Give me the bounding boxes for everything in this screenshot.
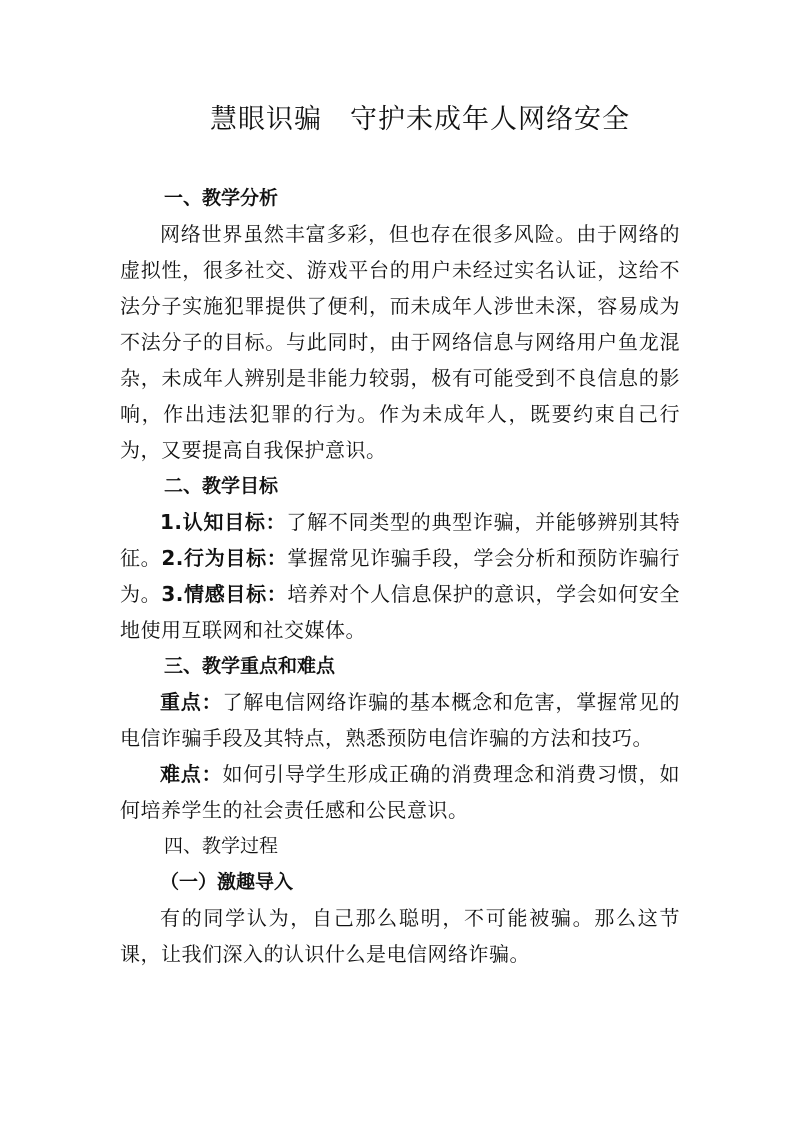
goal-2-text: 掌握常见诈骗手段，学会分析和预防诈骗行为。 — [120, 546, 681, 606]
key-point-paragraph — [120, 684, 680, 756]
analysis-paragraph: 网络世界虽然丰富多彩，但也存在很多风险。由于网络的虚拟性，很多社交、游戏平台的用户未经过实名认证，这给不法分子实施犯罪提供了便利，而未成年人涉世未深，容易成为不法分子的目标。与此同时，由于网络信息与网络用户鱼龙混杂，未成年人辨别是非能力较弱，极有可能受到不良信息的影响，作出违法犯罪的行为。作为未成年人，既要约束自己行为，又要提高自我保护意识。 — [120, 222, 680, 462]
section-heading-key-points: 三、教学重点和难点 — [164, 655, 336, 677]
section-heading-process: 四、教学过程 — [164, 835, 279, 857]
section-heading-analysis: 一、教学分析 — [164, 187, 279, 209]
goal-1-text: 了解不同类型的典型诈骗，并能够辨别其特征。 — [120, 510, 681, 570]
difficulty-label: 难点： — [160, 762, 223, 786]
goal-3-text: 培养对个人信息保护的意识，学会如何安全地使用互联网和社交媒体。 — [120, 582, 681, 642]
goals-paragraph — [120, 504, 680, 648]
title-part-1: 慧眼识骗 — [210, 104, 322, 135]
section-heading-goals: 二、教学目标 — [164, 475, 279, 497]
difficulty-text: 如何引导学生形成正确的消费理念和消费习惯，如何培养学生的社会责任感和公民意识。 — [120, 762, 680, 822]
goal-1-label: 1.认知目标： — [160, 510, 287, 534]
goal-3-label: 3.情感目标： — [161, 582, 288, 606]
document-body — [120, 180, 680, 972]
title-part-2: 守护未成年人网络安全 — [350, 104, 630, 135]
key-point-label: 重点： — [160, 690, 223, 714]
subsection-heading-intro: （一）激趣导入 — [160, 871, 294, 893]
key-point-text: 了解电信网络诈骗的基本概念和危害，掌握常见的电信诈骗手段及其特点，熟悉预防电信诈骗的方法和技巧。 — [120, 690, 680, 750]
difficulty-paragraph — [120, 756, 680, 828]
intro-paragraph: 有的同学认为，自己那么聪明，不可能被骗。那么这节课，让我们深入的认识什么是电信网络诈骗。 — [120, 906, 680, 966]
goal-2-label: 2.行为目标： — [161, 546, 288, 570]
page-title — [210, 97, 650, 136]
